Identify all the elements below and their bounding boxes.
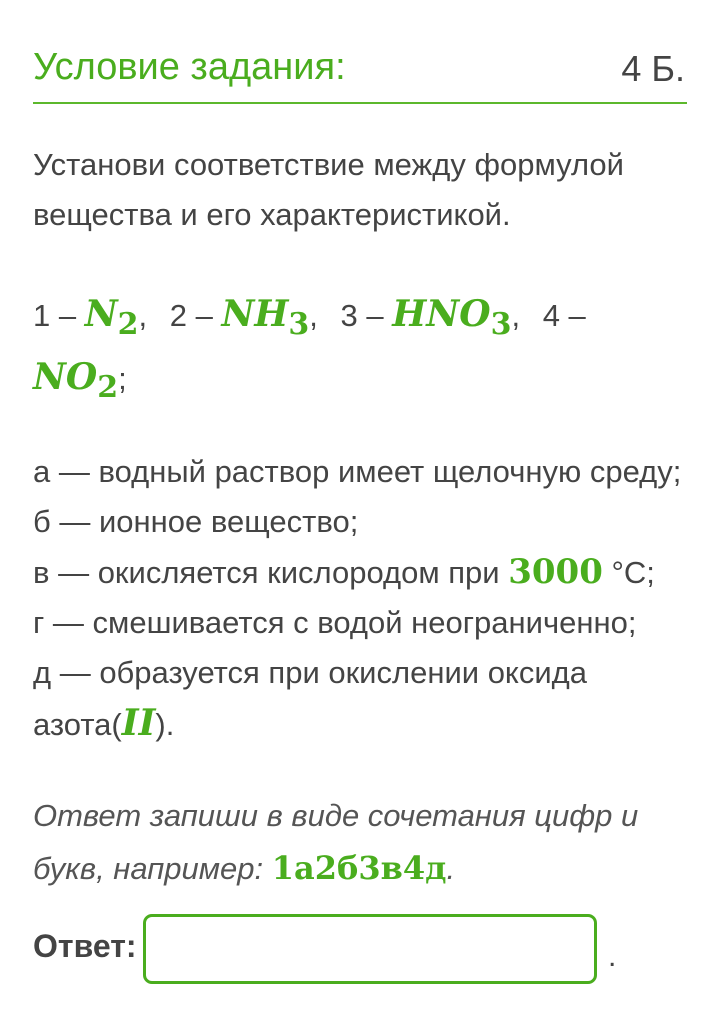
hint-example: 1а2б3в4д	[271, 849, 447, 887]
property-b: б — ионное вещество;	[33, 504, 359, 539]
formula-separator: ;	[118, 361, 127, 396]
property-g: г — смешивается с водой неограниченно;	[33, 605, 637, 640]
formula-index: 4 –	[542, 298, 586, 333]
formula-base: N	[84, 293, 118, 335]
task-title: Условие задания:	[33, 46, 346, 88]
formula	[84, 293, 139, 342]
property-a: а — водный раствор имеет щелочную среду;	[33, 454, 682, 489]
formula-subscript: 2	[97, 370, 119, 405]
points-value: 4 Б.	[621, 48, 685, 89]
answer-hint	[33, 790, 703, 895]
property-d-line2	[33, 698, 703, 750]
formula-base: NO	[33, 356, 98, 398]
formula-separator: ,	[511, 298, 521, 333]
hint-end: .	[446, 851, 456, 886]
temperature-value: 3000	[508, 552, 603, 592]
formula-index: 1 –	[33, 298, 77, 333]
property-v-text: в — окисляется кислородом при	[33, 555, 509, 590]
formula	[221, 293, 310, 342]
formula-base: NH	[221, 293, 289, 335]
formula-subscript: 2	[117, 307, 139, 342]
property-d-end: ).	[155, 707, 175, 742]
formula-subscript: 3	[288, 307, 310, 342]
formula-index: 3 –	[340, 298, 384, 333]
formula-item-1	[33, 293, 161, 342]
property-d-text: азота(	[33, 707, 122, 742]
task-instruction: Установи соответствие между формулой вещества и его характеристикой.	[33, 147, 624, 232]
formula-separator: ,	[138, 298, 148, 333]
formula	[392, 293, 512, 342]
property-d-line1: д — образуется при окислении оксида	[33, 655, 587, 690]
answer-label: Ответ:	[33, 928, 137, 964]
property-v-unit: °С;	[602, 555, 655, 590]
hint-text: Ответ запиши в виде сочетания цифр и букв, например:	[33, 798, 639, 886]
formula-subscript: 3	[490, 307, 512, 342]
oxidation-state: II	[121, 702, 156, 744]
formula	[33, 356, 119, 405]
property-list	[33, 447, 703, 750]
answer-trailing-dot: .	[608, 940, 617, 973]
answer-input[interactable]	[143, 914, 597, 984]
task-header	[33, 40, 687, 104]
formula-item-2	[169, 293, 332, 342]
formula-item-3	[340, 293, 535, 342]
formula-separator: ,	[309, 298, 318, 333]
formula-list	[33, 288, 693, 414]
formula-base: HNO	[392, 293, 491, 335]
formula-index: 2 –	[169, 298, 213, 333]
property-v	[33, 547, 703, 598]
